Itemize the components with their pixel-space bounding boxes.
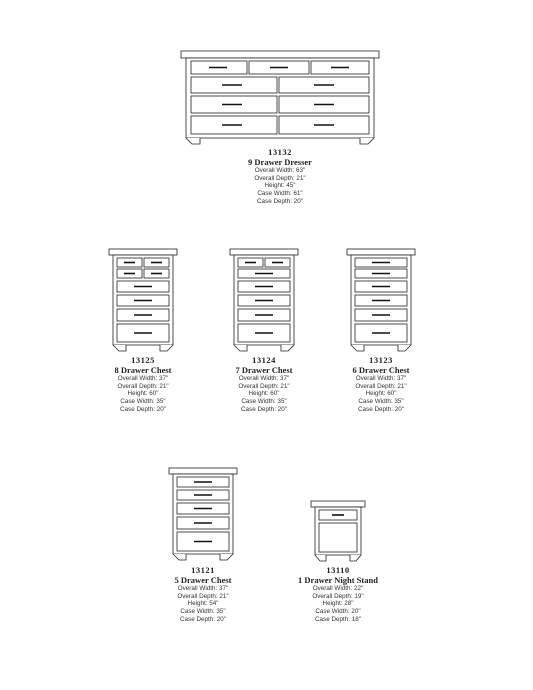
height: Height: 60" xyxy=(365,390,397,398)
product-code: 13124 xyxy=(252,355,276,365)
case-depth: Case Depth: 20" xyxy=(180,615,226,623)
height: Height: 28" xyxy=(322,600,354,608)
overall-width: Overall Width: 37" xyxy=(355,375,407,382)
case-depth: Case Depth: 18" xyxy=(315,615,361,623)
dresser-drawing xyxy=(180,50,380,145)
overall-width: Overall Width: 37" xyxy=(117,375,169,382)
case-depth: Case Depth: 20" xyxy=(257,197,303,205)
overall-depth: Overall Depth: 21" xyxy=(177,592,229,600)
product-code: 13123 xyxy=(369,355,393,365)
overall-depth: Overall Depth: 21" xyxy=(254,174,306,182)
height: Height: 54" xyxy=(187,600,219,608)
product-name: 9 Drawer Dresser xyxy=(248,157,312,167)
chest6-drawing xyxy=(346,248,416,352)
nightstand-drawing xyxy=(310,500,366,562)
overall-depth: Overall Depth: 21" xyxy=(117,382,169,390)
case-width: Case Width: 61" xyxy=(257,190,303,198)
product-name: 5 Drawer Chest xyxy=(174,575,232,585)
product-name: 1 Drawer Night Stand xyxy=(298,575,378,585)
chest8-drawing xyxy=(108,248,178,352)
case-width: Case Width: 35" xyxy=(180,608,226,616)
overall-depth: Overall Depth: 21" xyxy=(238,382,290,390)
overall-width: Overall Width: 63" xyxy=(254,167,306,174)
chest5-drawing xyxy=(168,467,238,561)
overall-width: Overall Width: 22" xyxy=(312,585,364,592)
case-depth: Case Depth: 20" xyxy=(358,405,404,413)
product-name: 7 Drawer Chest xyxy=(235,365,293,375)
dresser-caption xyxy=(200,147,360,206)
product-code: 13125 xyxy=(131,355,155,365)
overall-width: Overall Width: 37" xyxy=(177,585,229,592)
height: Height: 60" xyxy=(127,390,159,398)
height: Height: 45" xyxy=(264,182,296,190)
product-code: 13132 xyxy=(268,147,292,157)
case-width: Case Width: 35" xyxy=(241,398,287,406)
chest7-drawing xyxy=(229,248,299,352)
product-name: 6 Drawer Chest xyxy=(352,365,410,375)
case-depth: Case Depth: 20" xyxy=(120,405,166,413)
overall-depth: Overall Depth: 19" xyxy=(312,592,364,600)
case-depth: Case Depth: 20" xyxy=(241,405,287,413)
product-code: 13110 xyxy=(326,565,350,575)
product-code: 13121 xyxy=(191,565,215,575)
case-width: Case Width: 20" xyxy=(315,608,361,616)
case-width: Case Width: 35" xyxy=(358,398,404,406)
chest6-caption xyxy=(301,355,461,414)
product-name: 8 Drawer Chest xyxy=(114,365,172,375)
case-width: Case Width: 35" xyxy=(120,398,166,406)
overall-depth: Overall Depth: 21" xyxy=(355,382,407,390)
height: Height: 60" xyxy=(248,390,280,398)
nightstand-caption xyxy=(258,565,418,624)
overall-width: Overall Width: 37" xyxy=(238,375,290,382)
